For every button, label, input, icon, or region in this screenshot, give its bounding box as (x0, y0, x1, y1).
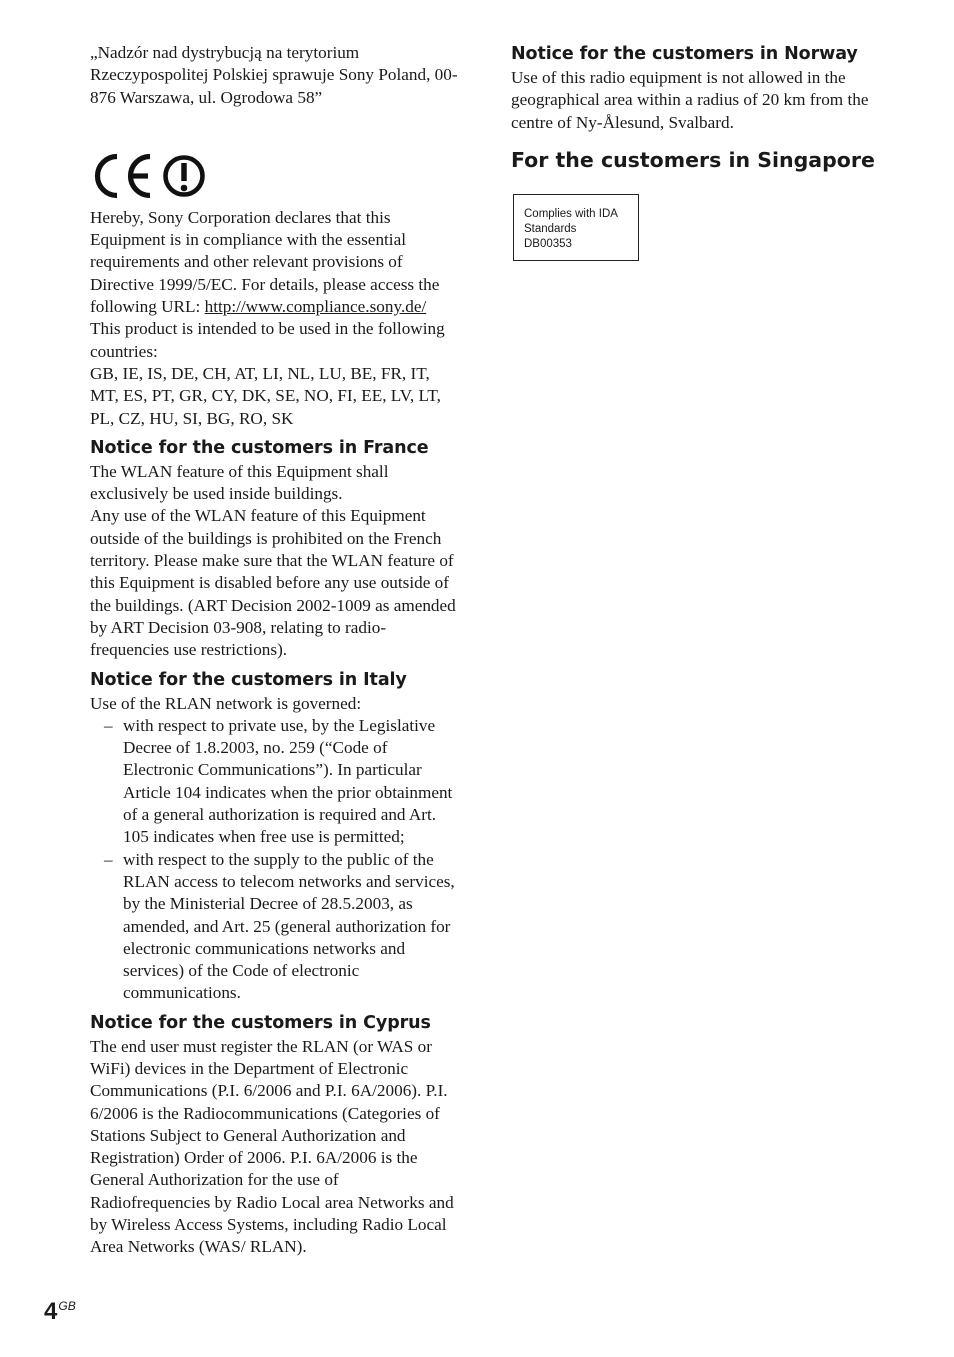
italy-intro: Use of the RLAN network is governed: (90, 693, 362, 713)
ida-label-line: DB00353 (524, 238, 572, 251)
italy-list (90, 715, 460, 1005)
norway-heading: Notice for the customers in Norway (511, 44, 858, 64)
singapore-heading: For the customers in Singapore (511, 147, 875, 172)
intended-countries-text: This product is intended to be used in the following countries: (90, 319, 445, 361)
list-item-text: with respect to the supply to the public of the RLAN access to telecom networks and services, by the Ministerial Decree of 28.5.2003, as amended, and Art. 25 (general authorization for electronic communications networks and services) of the Code of electronic communications. (123, 849, 455, 1003)
page-number (44, 1298, 76, 1326)
france-heading: Notice for the customers in France (90, 437, 429, 458)
class2-alert-icon (166, 157, 203, 194)
norway-paragraph: Use of this radio equipment is not allowed in the geographical area within a radius of 20 km from the centre of Ny-Ålesund, Svalbard. (511, 68, 869, 132)
page-number-suffix: GB (58, 1299, 76, 1313)
ida-compliance-label (513, 194, 639, 261)
compliance-url-link[interactable]: http://www.compliance.sony.de/ (204, 297, 427, 317)
cyprus-paragraph: The end user must register the RLAN (or WAS or WiFi) devices in the Department of Electronic Communications (P.I. 6/2006 and P.I. 6A/2006). P.I. 6/2006 is the Radiocommunications (Categories of Stations Subject to General Authorization and Registration) Order of 2006. P.I. 6A/2006 is the General Authorization for the use of Radiofrequencies by Radio Local area Networks and by Wireless Access Systems, including Radio Local Area Networks (WAS/ RLAN). (90, 1036, 454, 1257)
dash-bullet: – (104, 715, 113, 735)
list-item-text: with respect to private use, by the Legislative Decree of 1.8.2003, no. 259 (“Code of Electronic Communications”). In particular Article 104 indicates when the prior obtainment of a general authorization is required and Art. 105 indicates when free use is permitted; (123, 715, 453, 847)
ce-mark-icon (90, 149, 210, 203)
italy-heading: Notice for the customers in Italy (90, 669, 407, 690)
country-codes: GB, IE, IS, DE, CH, AT, LI, NL, LU, BE, FR, IT, MT, ES, PT, GR, CY, DK, SE, NO, FI, EE, LV, LT, PL, CZ, HU, SI, BG, RO, SK (90, 363, 441, 428)
right-column (511, 42, 881, 261)
dash-bullet: – (104, 849, 113, 869)
list-item (90, 715, 460, 849)
ce-alert-mark (90, 149, 460, 203)
cyprus-heading: Notice for the customers in Cyprus (90, 1012, 431, 1033)
list-item (90, 849, 460, 1005)
ida-label-line: Standards (524, 223, 577, 236)
polish-distribution-notice: „Nadzór nad dystrybucją na terytorium Rzeczypospolitej Polskiej sprawuje Sony Poland, 00-876 Warszawa, ul. Ogrodowa 58” (90, 43, 458, 107)
france-paragraph-1: The WLAN feature of this Equipment shall exclusively be used inside buildings. (90, 461, 389, 504)
left-column (90, 42, 460, 1259)
declaration-paragraph (90, 207, 460, 318)
france-paragraph-2: Any use of the WLAN feature of this Equipment outside of the buildings is prohibited on the French territory. Please make sure that the WLAN feature of this Equipment is disabled before any use outside of the buildings. (ART Decision 2002-1009 as amended by ART Decision 03-908, relating to radio-frequencies use restrictions). (90, 506, 456, 660)
page-number-value: 4 (44, 1298, 58, 1325)
declaration-text: Hereby, Sony Corporation declares that this Equipment is in compliance with the essential requirements and other relevant provisions of Directive 1999/5/EC. For details, please access the following URL: (90, 207, 440, 317)
ida-label-line: Complies with IDA (524, 207, 618, 220)
